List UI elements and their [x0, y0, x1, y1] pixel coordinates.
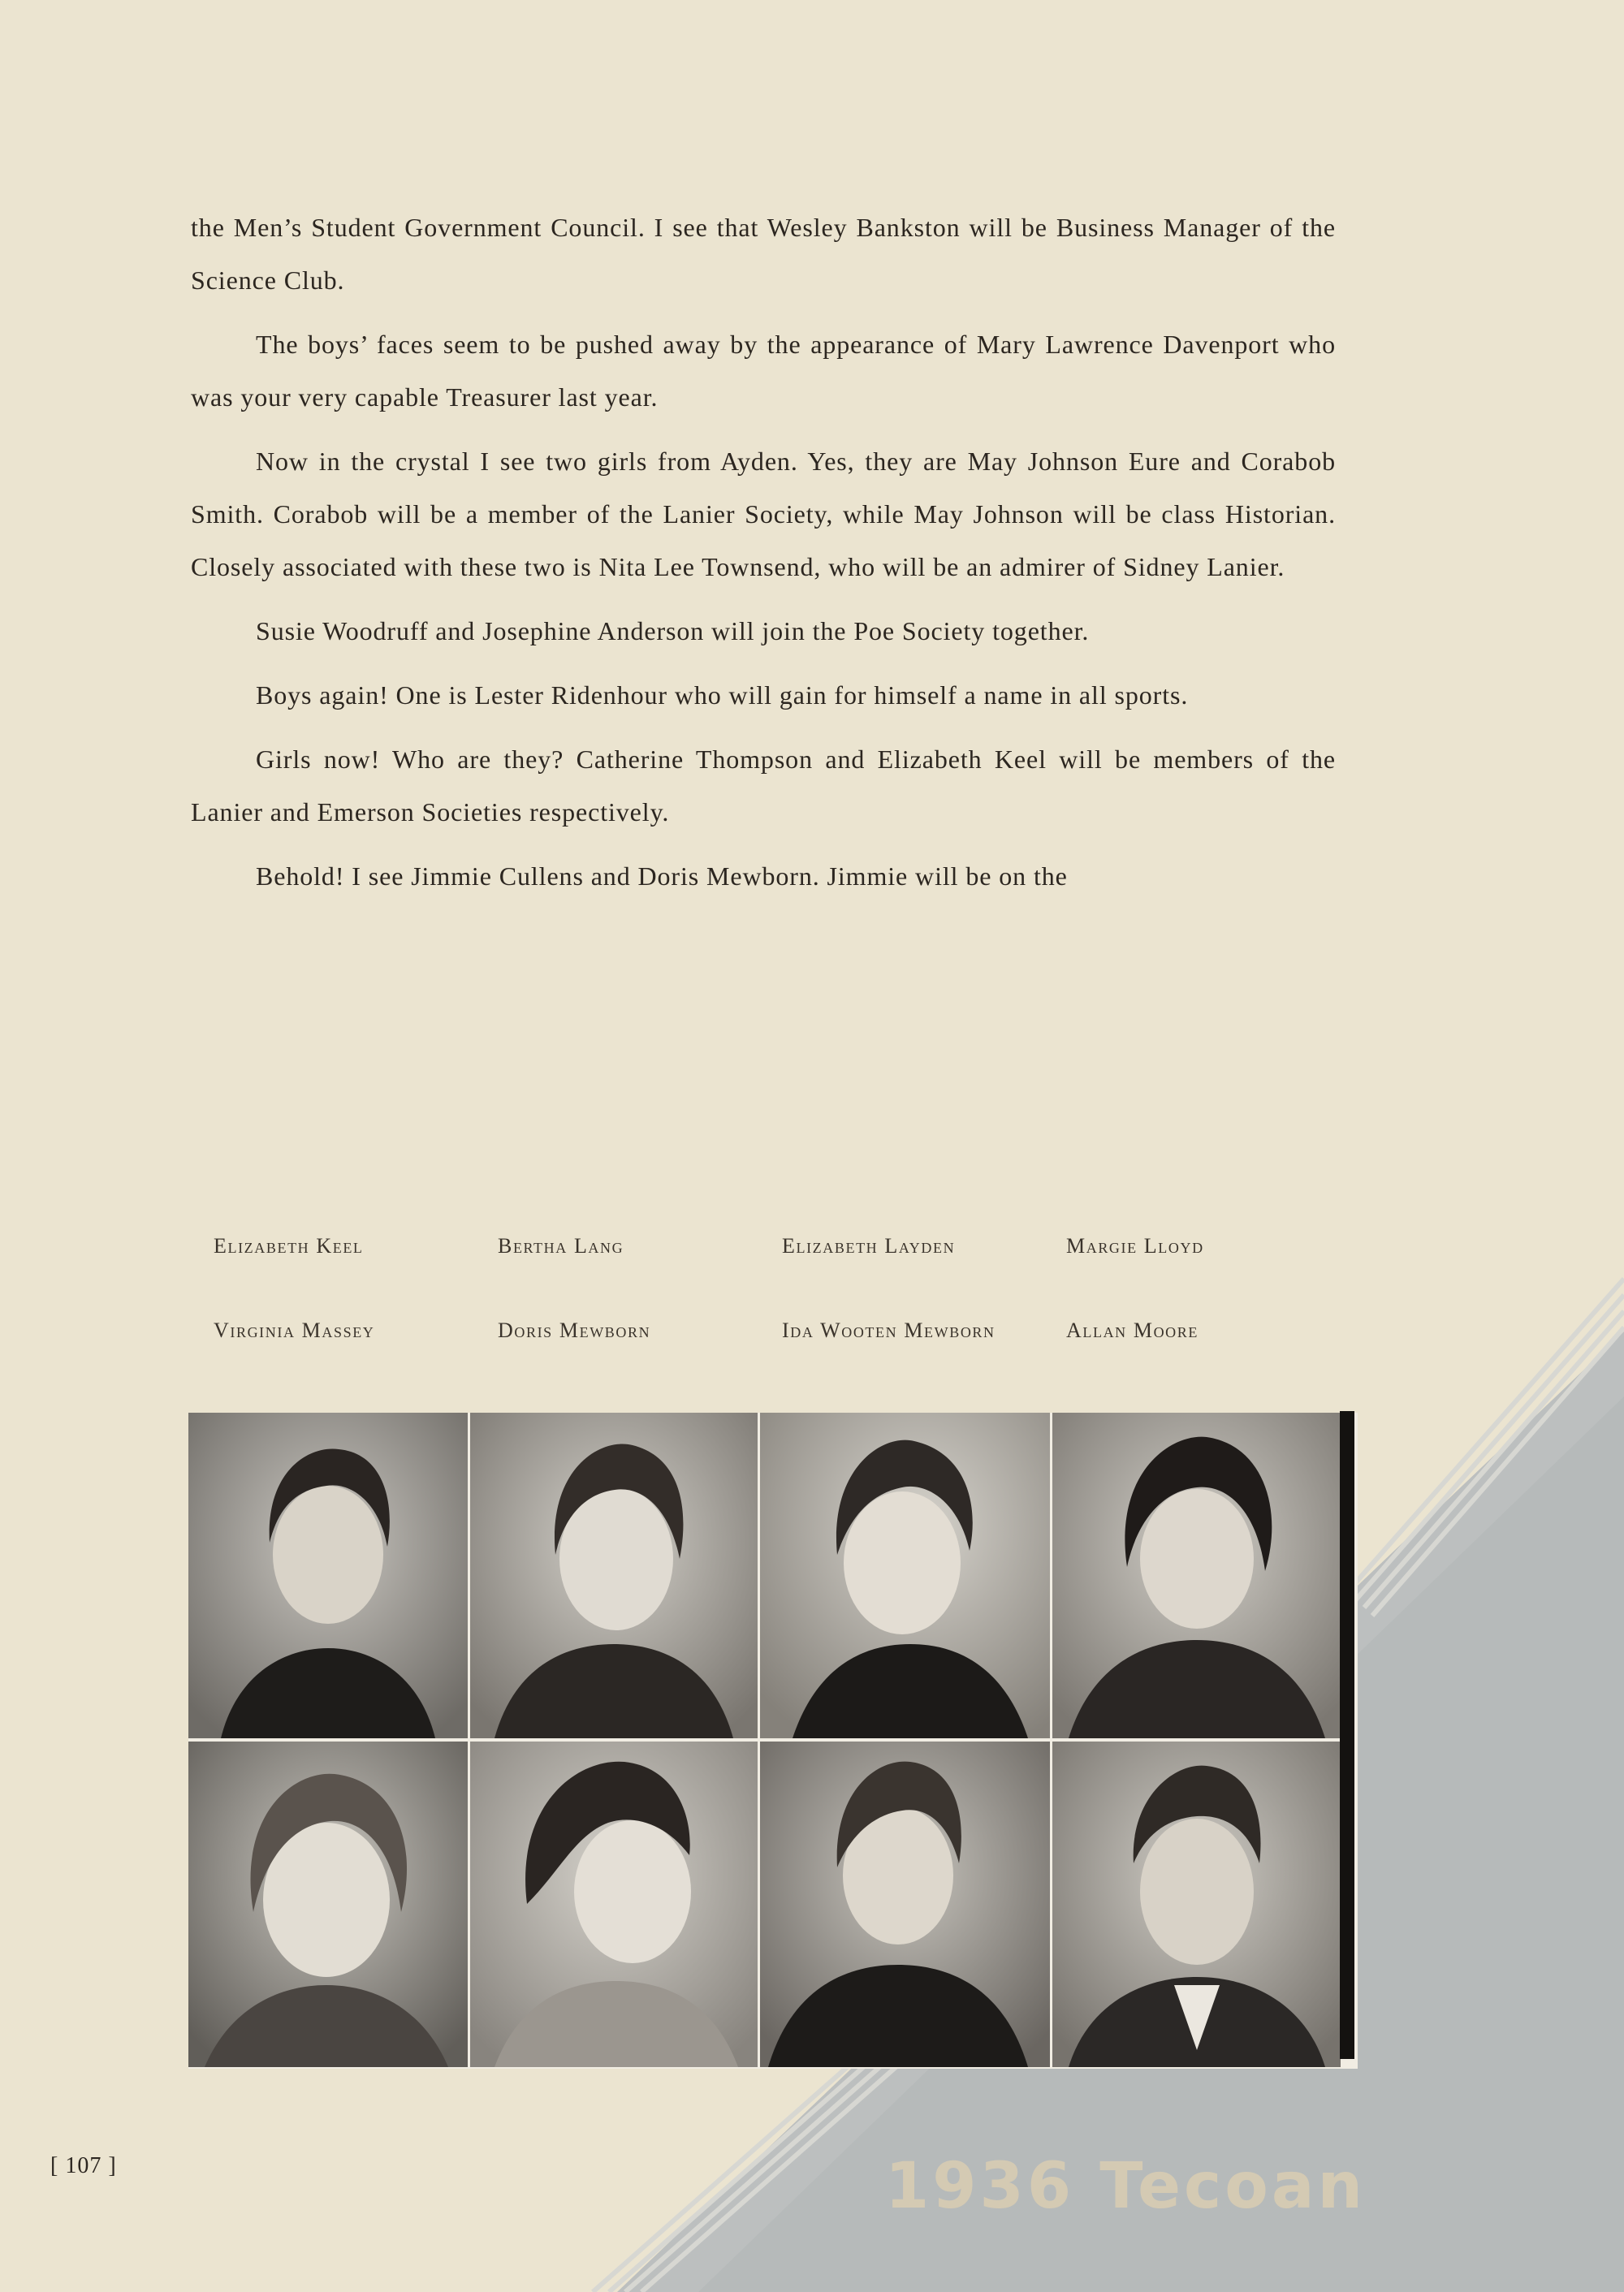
yearbook-logo: 1936 Tecoan	[885, 2150, 1366, 2223]
student-name: Ida Wooten Mewborn	[782, 1319, 996, 1342]
paragraph: The boys’ faces seem to be pushed away by the appearance of Mary Lawrence Davenport who was your very capable Treasurer last year.	[191, 330, 1336, 412]
portrait-photo	[1052, 1742, 1341, 2067]
portrait-photo	[470, 1413, 758, 1738]
student-name: Doris Mewborn	[498, 1319, 651, 1342]
portrait-photo	[188, 1413, 468, 1738]
portrait-photo	[760, 1742, 1050, 2067]
portrait-photo	[1052, 1413, 1341, 1738]
paragraph: Now in the crystal I see two girls from Ayden. Yes, they are May Johnson Eure and Corabob Smith. Corabob will be a member of the Lanier Society, while May Johnson will be class Historian. Closely associated with these two is Nita Lee Townsend, who will be an admirer of Sidney Lanier.	[191, 447, 1336, 581]
name-row-bottom	[214, 1319, 1350, 1403]
paragraph: the Men’s Student Government Council. I see that Wesley Bankston will be Business Manager of the Science Club.	[191, 213, 1336, 295]
narrative-text	[191, 201, 1336, 914]
student-name: Margie Lloyd	[1066, 1234, 1204, 1258]
student-name: Virginia Massey	[214, 1319, 375, 1342]
student-name: Elizabeth Layden	[782, 1234, 956, 1258]
name-row-top	[214, 1234, 1350, 1319]
portrait-photo	[188, 1742, 468, 2067]
student-name: Allan Moore	[1066, 1319, 1199, 1342]
portrait-photo	[760, 1413, 1050, 1738]
portrait-grid	[188, 1413, 1358, 2069]
paragraph: Boys again! One is Lester Ridenhour who will gain for himself a name in all sports.	[256, 680, 1189, 710]
student-name: Bertha Lang	[498, 1234, 624, 1258]
paragraph: Girls now! Who are they? Catherine Thompson and Elizabeth Keel will be members of the Lanier and Emerson Societies respectively.	[191, 745, 1336, 827]
paragraph: Behold! I see Jimmie Cullens and Doris Mewborn. Jimmie will be on the	[256, 861, 1068, 891]
portrait-photo	[470, 1742, 758, 2067]
portrait-name-list	[214, 1234, 1350, 1403]
student-name: Elizabeth Keel	[214, 1234, 364, 1258]
paragraph: Susie Woodruff and Josephine Anderson will join the Poe Society together.	[256, 616, 1090, 645]
page-number: [ 107 ]	[50, 2153, 117, 2178]
photo-edge-shadow	[1340, 1411, 1354, 2059]
